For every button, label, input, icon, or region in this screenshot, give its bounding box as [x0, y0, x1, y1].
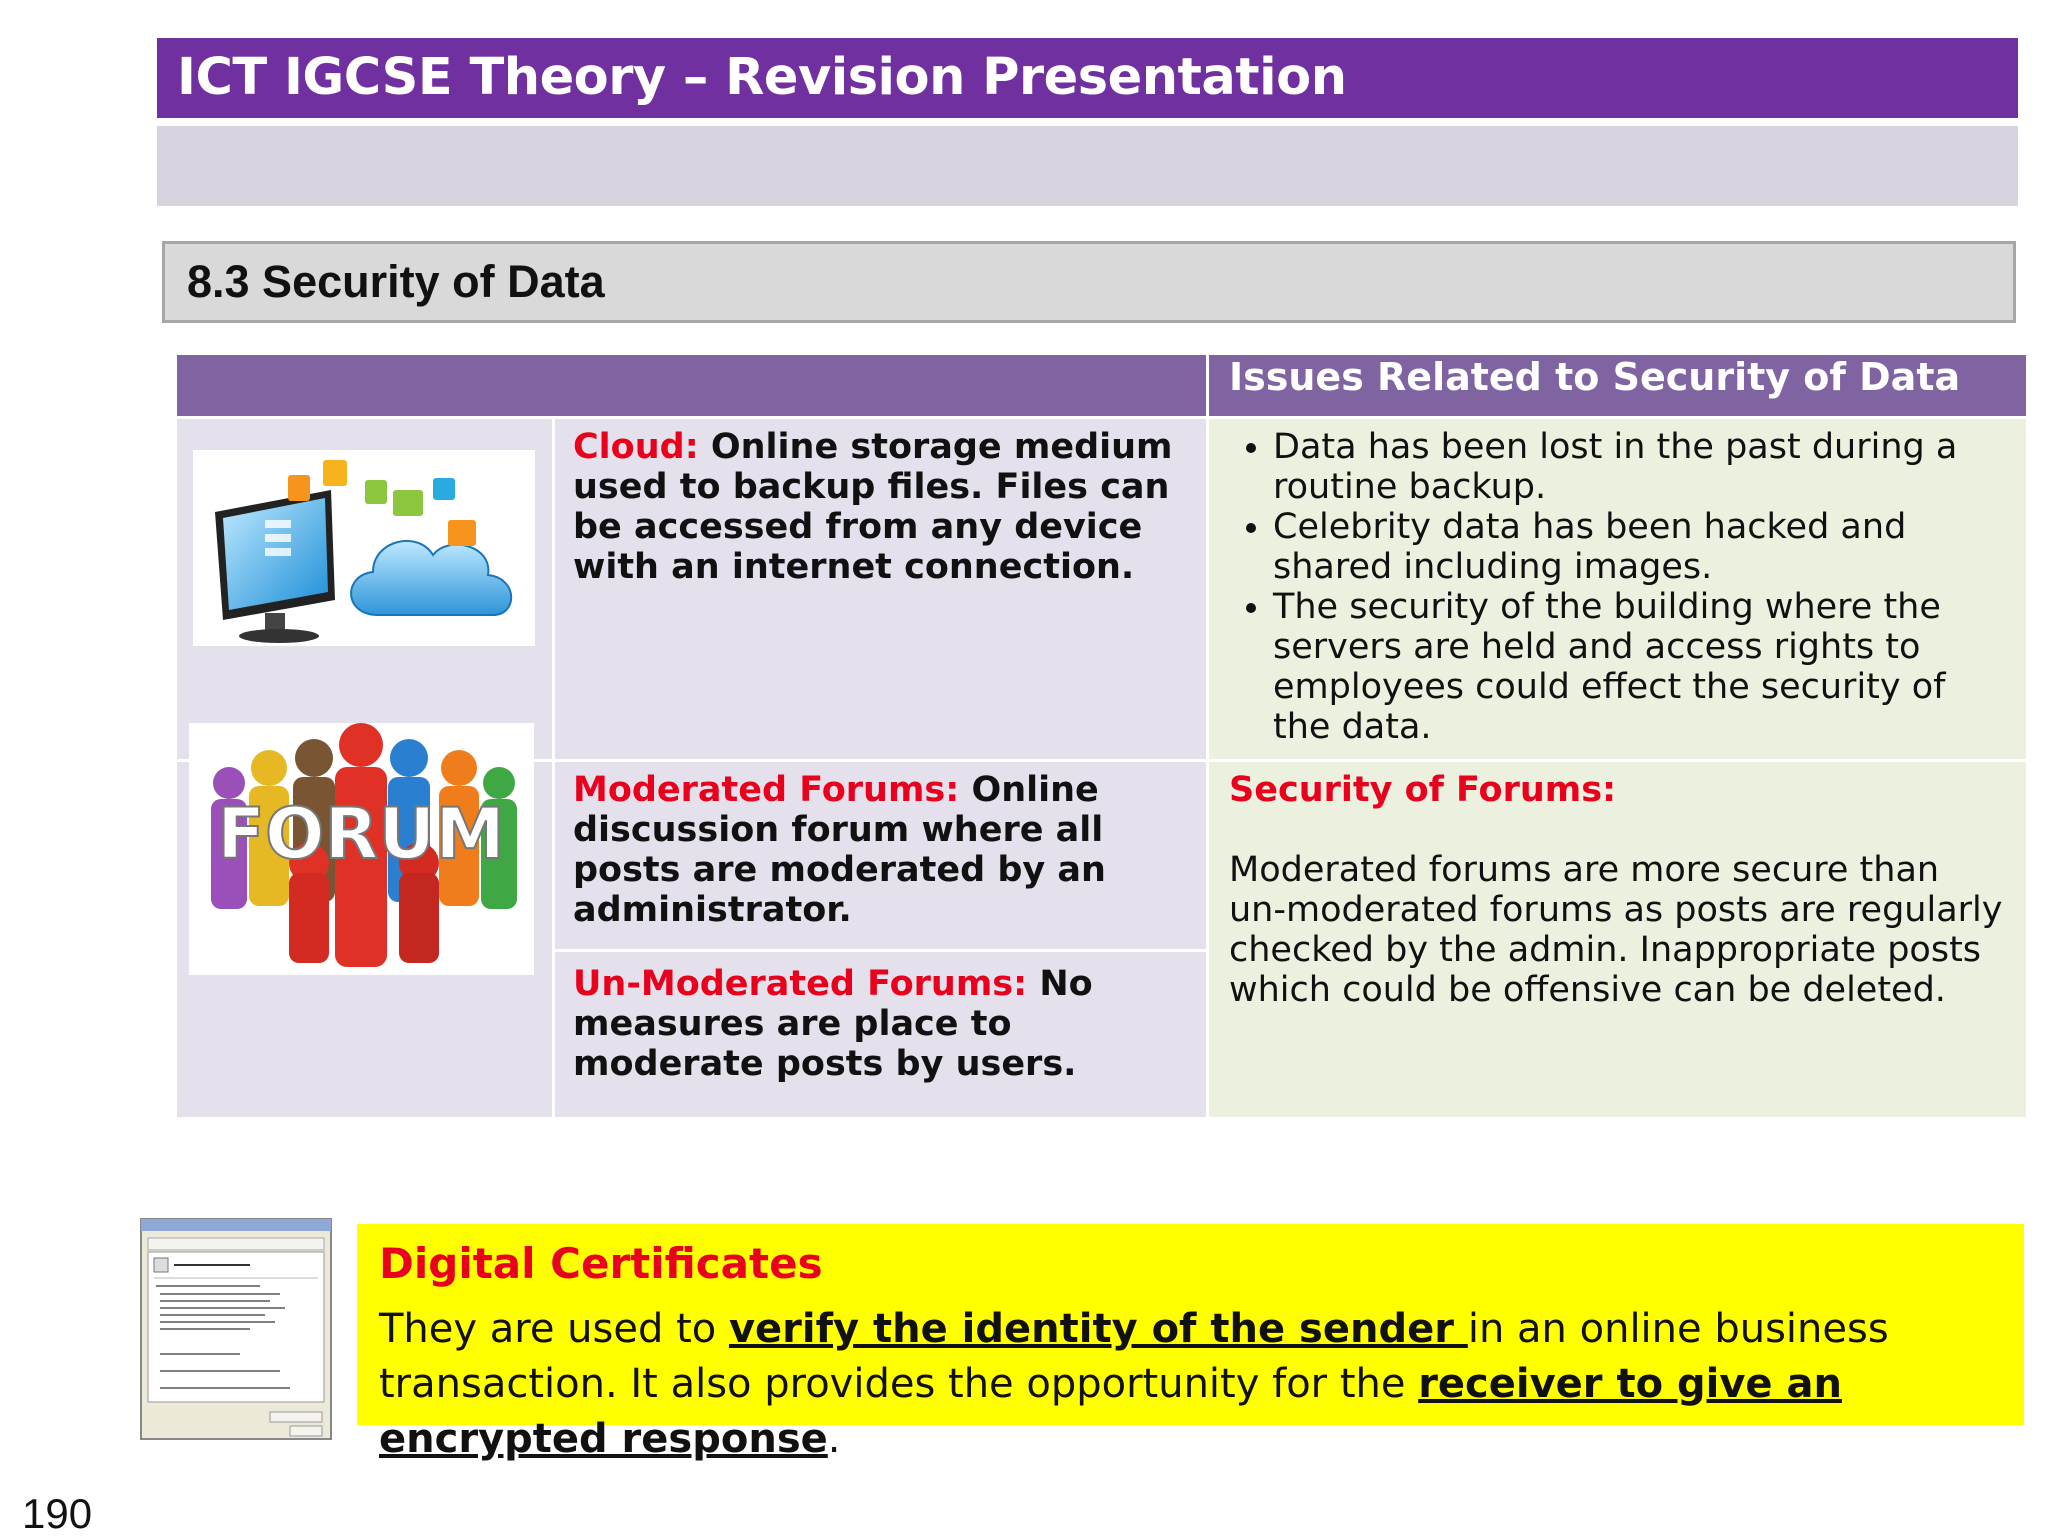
- moderated-definition-cell: [554, 761, 1208, 951]
- unmoderated-definition-cell: [554, 951, 1208, 1119]
- cert-text-part-3: .: [827, 1416, 841, 1462]
- section-heading-box: [162, 241, 2016, 323]
- cloud-storage-illustration: [193, 450, 535, 646]
- digital-certificates-panel: [357, 1224, 2024, 1462]
- forum-image-text: FORUM: [217, 793, 505, 875]
- cloud-computer-icon: [193, 450, 535, 646]
- cert-emphasis-verify-identity: verify the identity of the sender: [728, 1306, 1468, 1352]
- cert-emphasis-encrypted-response: receiver to give an encrypted response: [379, 1361, 1842, 1462]
- subtitle-bar: [157, 126, 2018, 206]
- list-item: • Celebrity data has been hacked and shared including images.: [1273, 507, 2006, 587]
- cloud-issues-cell: [1208, 418, 2028, 761]
- list-item: • Data has been lost in the past during a routine backup.: [1273, 427, 2006, 507]
- presentation-title-bar: [157, 38, 2018, 118]
- digital-certificates-text: [379, 1302, 2009, 1467]
- presentation-title: ICT IGCSE Theory – Revision Presentation: [177, 48, 1347, 107]
- cloud-issues-list: [1209, 427, 2006, 747]
- forum-security-cell: [1208, 761, 2028, 1119]
- cert-text-part-1: They are used to: [379, 1306, 729, 1352]
- cloud-definition-cell: [554, 418, 1208, 761]
- cloud-definition: Online storage medium used to backup files. Files can be accessed from any device with an internet connection.: [573, 427, 1173, 587]
- issues-header: Issues Related to Security of Data: [1208, 354, 2028, 418]
- unmoderated-term: Un-Moderated Forums:: [573, 964, 1028, 1004]
- certificate-dialog-icon: [140, 1218, 332, 1440]
- forum-people-icon: [189, 723, 534, 975]
- certificate-window-thumbnail: [140, 1218, 332, 1440]
- table-header-blank: [176, 354, 1208, 418]
- cloud-term: Cloud:: [573, 427, 699, 467]
- forum-security-text: Moderated forums are more secure than un-moderated forums as posts are regularly checked by the admin. Inappropriate posts which could be offensive can be deleted.: [1229, 850, 2003, 1010]
- moderated-term: Moderated Forums:: [573, 770, 960, 810]
- page-number: 190: [22, 1490, 93, 1537]
- unmoderated-definition: No measures are place to moderate posts by users.: [573, 964, 1093, 1084]
- section-heading: 8.3 Security of Data: [187, 256, 605, 307]
- forum-security-title: Security of Forums:: [1229, 770, 1617, 810]
- table-header-row: [176, 354, 2028, 418]
- moderated-definition: Online discussion forum where all posts are moderated by an administrator.: [573, 770, 1106, 930]
- forum-illustration: [189, 723, 534, 975]
- digital-certificates-title: Digital Certificates: [379, 1239, 823, 1288]
- cert-text-part-2: in an online business transaction. It also provides the opportunity for the: [379, 1306, 1889, 1407]
- list-item: • The security of the building where the servers are held and access rights to employees could effect the security of the data.: [1273, 587, 2006, 747]
